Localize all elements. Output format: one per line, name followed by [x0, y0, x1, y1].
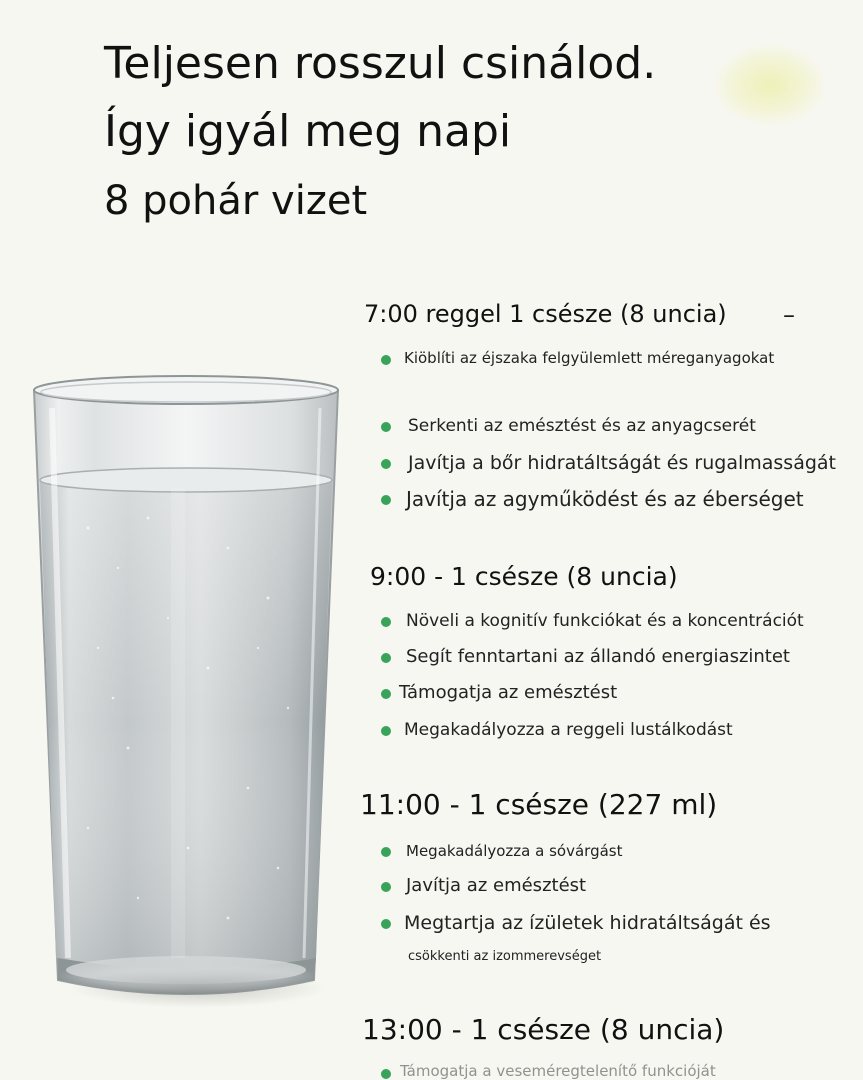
glass-shadow	[68, 968, 328, 1008]
bullet-dot-icon	[381, 882, 391, 892]
page-title-line-3: 8 pohár vizet	[104, 178, 368, 224]
bullet-text: Serkenti az emésztést és az anyagcserét	[408, 416, 756, 436]
bullet-text: Megakadályozza a sóvárgást	[406, 842, 623, 860]
bullet-text: Növeli a kognitív funkciókat és a koncentrációt	[406, 611, 804, 631]
bullet-dot-icon	[381, 653, 391, 663]
bullet-text: Támogatja a veseméregtelenítő funkcióját	[400, 1062, 716, 1080]
page-title-line-2: Így igyál meg napi	[104, 106, 512, 157]
bullet-dot-icon	[381, 617, 391, 627]
bullet-dot-icon	[381, 355, 391, 365]
dash-mark: –	[783, 301, 795, 329]
bullet-dot-icon	[381, 689, 391, 699]
bullet-text: Javítja az agyműködést és az éberséget	[406, 487, 804, 511]
bullet-dot-icon	[381, 459, 391, 469]
bullet-text: Megtartja az ízületek hidratáltságát és	[404, 912, 771, 934]
bullet-dot-icon	[381, 847, 391, 857]
bullet-text: Javítja az emésztést	[406, 875, 587, 896]
bullet-dot-icon	[381, 422, 391, 432]
bullet-dot-icon	[381, 919, 391, 929]
bullet-text: Segít fenntartani az állandó energiaszintet	[406, 646, 790, 667]
schedule-heading: 11:00 - 1 csésze (227 ml)	[360, 788, 718, 821]
bullet-text: Támogatja az emésztést	[399, 682, 618, 703]
water-glass-icon	[28, 368, 344, 1018]
bullet-dot-icon	[381, 495, 391, 505]
bullet-text: Megakadályozza a reggeli lustálkodást	[404, 720, 733, 740]
bullet-text: Kiöblíti az éjszaka felgyülemlett méreganyagokat	[404, 349, 775, 367]
bullet-text: Javítja a bőr hidratáltságát és rugalmasságát	[408, 452, 837, 474]
background-glow	[715, 45, 825, 125]
schedule-heading: 7:00 reggel 1 csésze (8 uncia)	[364, 300, 727, 328]
bullet-dot-icon	[381, 726, 391, 736]
water-glass-illustration	[28, 368, 344, 1018]
schedule-heading: 9:00 - 1 csésze (8 uncia)	[370, 562, 678, 591]
page-title-line-1: Teljesen rosszul csinálod.	[104, 38, 657, 89]
schedule-heading: 13:00 - 1 csésze (8 uncia)	[362, 1013, 725, 1046]
bullet-text-continuation: csökkenti az izommerevséget	[408, 949, 602, 964]
bullet-dot-icon	[381, 1069, 391, 1079]
